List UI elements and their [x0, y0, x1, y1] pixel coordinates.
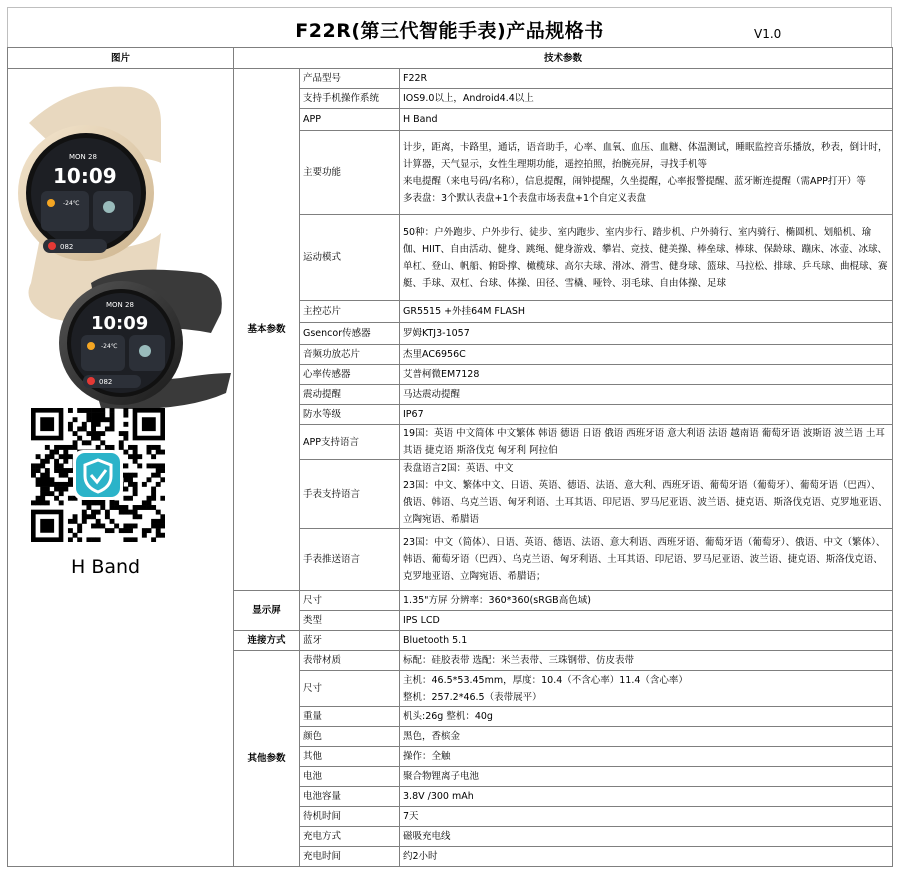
spec-value: 表盘语言2国：英语、中文 23国：中文、繁体中文、日语、英语、德语、法语、意大利、西班牙语、葡萄牙语（葡萄牙）、葡萄牙语（巴西）、俄语、韩语、乌克兰语、匈牙利语、土耳其语、印尼语、罗马尼亚语、波兰语、捷克语、斯洛伐克语、克罗地亚语、立陶宛语、希腊语: [400, 460, 893, 529]
spec-value: 23国：中文（简体）、日语、英语、德语、法语、意大利语、西班牙语、葡萄牙语（葡萄牙）、俄语、中文（繁体）、韩语、葡萄牙语（巴西）、乌克兰语、匈牙利语、土耳其语、印尼语、罗马尼亚语、波兰语、捷克语、斯洛伐克语、克罗地亚语、立陶宛语、希腊语；: [400, 529, 893, 591]
spec-label: 支持手机操作系统: [300, 89, 400, 109]
gold-watch-temp: -24℃: [63, 199, 80, 207]
spec-label: 待机时间: [300, 807, 400, 827]
smartwatch-images: [11, 83, 234, 413]
spec-label: APP支持语言: [300, 425, 400, 460]
spec-label: 蓝牙: [300, 631, 400, 651]
spec-label: 表带材质: [300, 651, 400, 671]
spec-value: 磁吸充电线: [400, 827, 893, 847]
spec-label: 尺寸: [300, 591, 400, 611]
spec-value: 19国：英语 中文简体 中文繁体 韩语 德语 日语 俄语 西班牙语 意大利语 法语 越南语 葡萄牙语 波斯语 波兰语 土耳其语 捷克语 斯洛伐克 匈牙利 阿拉伯: [400, 425, 893, 460]
spec-value: 马达震动提醒: [400, 385, 893, 405]
spec-label: 主控芯片: [300, 301, 400, 323]
category-display: 显示屏: [234, 591, 300, 631]
spec-label: 电池容量: [300, 787, 400, 807]
spec-value: 1.35"方屏 分辨率：360*360(sRGB高色域): [400, 591, 893, 611]
black-watch-date: MON 28: [106, 300, 134, 309]
spec-row: [8, 69, 893, 89]
spec-table: [7, 47, 893, 867]
image-cell: [8, 69, 234, 867]
spec-label: 充电方式: [300, 827, 400, 847]
spec-label: 充电时间: [300, 847, 400, 867]
gold-watch-heart: 082: [60, 242, 74, 251]
spec-value: IPS LCD: [400, 611, 893, 631]
spec-value: 50种：户外跑步、户外步行、徒步、室内跑步、室内步行、踏步机、户外骑行、室内骑行、椭圆机、划船机、瑜伽、HIIT、自由活动、健身、跳绳、健身游戏、攀岩、竞技、健美操、棒垒球、棒球、保龄球、蹦床、冰壶、冰球、单杠、登山、帆船、俯卧撑、橄榄球、高尔夫球、滑冰、滑雪、健身球、篮球、马拉松、排球、乒乓球、曲棍球、赛艇、手球、双杠、台球、体操、田径、雪橇、哑铃、羽毛球、自由体操、足球: [400, 215, 893, 301]
spec-value: 操作：全触: [400, 747, 893, 767]
product-image-area: [11, 83, 234, 853]
spec-label: 震动提醒: [300, 385, 400, 405]
spec-sheet: [7, 7, 892, 862]
spec-label: 重量: [300, 707, 400, 727]
spec-value: 罗姆KTJ3-1057: [400, 323, 893, 345]
spec-label: 电池: [300, 767, 400, 787]
black-watch-heart: 082: [99, 377, 113, 386]
spec-label: 防水等级: [300, 405, 400, 425]
gold-watch-date: MON 28: [69, 152, 97, 161]
spec-label: 类型: [300, 611, 400, 631]
spec-value: 3.8V /300 mAh: [400, 787, 893, 807]
spec-label: 主要功能: [300, 131, 400, 215]
spec-value: 机头:26g 整机：40g: [400, 707, 893, 727]
spec-value: 聚合物锂离子电池: [400, 767, 893, 787]
spec-label: 运动模式: [300, 215, 400, 301]
spec-value: 7天: [400, 807, 893, 827]
spec-value: 计步，距离，卡路里，通话，语音助手，心率、血氧、血压、血糖、体温测试，睡眠监控音乐播放，秒表，倒计时，计算器，天气显示，女性生理期功能，遥控拍照，抬腕亮屏，寻找手机等 来电提醒（来电号码/名称），信息提醒，闹钟提醒，久坐提醒，心率报警提醒、蓝牙断连提醒（需APP打开）等 多表盘：3个默认表盘+1个表盘市场表盘+1个自定义表盘: [400, 131, 893, 215]
spec-label: 颜色: [300, 727, 400, 747]
spec-label: 手表支持语言: [300, 460, 400, 529]
spec-label: 产品型号: [300, 69, 400, 89]
table-header-row: [8, 48, 893, 69]
black-watch-temp: -24℃: [101, 342, 118, 350]
spec-value: F22R: [400, 69, 893, 89]
image-column-header: 图片: [8, 48, 234, 69]
spec-label: APP: [300, 109, 400, 131]
spec-value: 主机：46.5*53.45mm，厚度：10.4（不含心率）11.4（含心率） 整机：257.2*46.5（表带展平）: [400, 671, 893, 707]
spec-value: IP67: [400, 405, 893, 425]
spec-value: 标配：硅胶表带 选配：米兰表带、三珠钢带、仿皮表带: [400, 651, 893, 671]
spec-label: 心率传感器: [300, 365, 400, 385]
qr-code: [31, 408, 165, 542]
spec-label: 尺寸: [300, 671, 400, 707]
document-title: F22R(第三代智能手表)产品规格书: [295, 20, 604, 42]
spec-label: 音频功放芯片: [300, 345, 400, 365]
black-watch-time: 10:09: [91, 312, 149, 334]
gold-watch-time: 10:09: [53, 163, 117, 188]
title-row: [7, 7, 892, 47]
spec-value: Bluetooth 5.1: [400, 631, 893, 651]
version-label: V1.0: [754, 27, 782, 41]
category-connectivity: 连接方式: [234, 631, 300, 651]
spec-label: 其他: [300, 747, 400, 767]
spec-column-header: 技术参数: [234, 48, 893, 69]
spec-value: H Band: [400, 109, 893, 131]
category-other: 其他参数: [234, 651, 300, 867]
spec-value: GR5515 +外挂64M FLASH: [400, 301, 893, 323]
spec-label: 手表推送语言: [300, 529, 400, 591]
spec-value: IOS9.0以上，Android4.4以上: [400, 89, 893, 109]
spec-value: 杰里AC6956C: [400, 345, 893, 365]
spec-value: 约2小时: [400, 847, 893, 867]
spec-label: Gsencor传感器: [300, 323, 400, 345]
spec-value: 艾普柯微EM7128: [400, 365, 893, 385]
app-name-label: H Band: [71, 555, 141, 578]
spec-value: 黑色，香槟金: [400, 727, 893, 747]
category-basic: 基本参数: [234, 69, 300, 591]
